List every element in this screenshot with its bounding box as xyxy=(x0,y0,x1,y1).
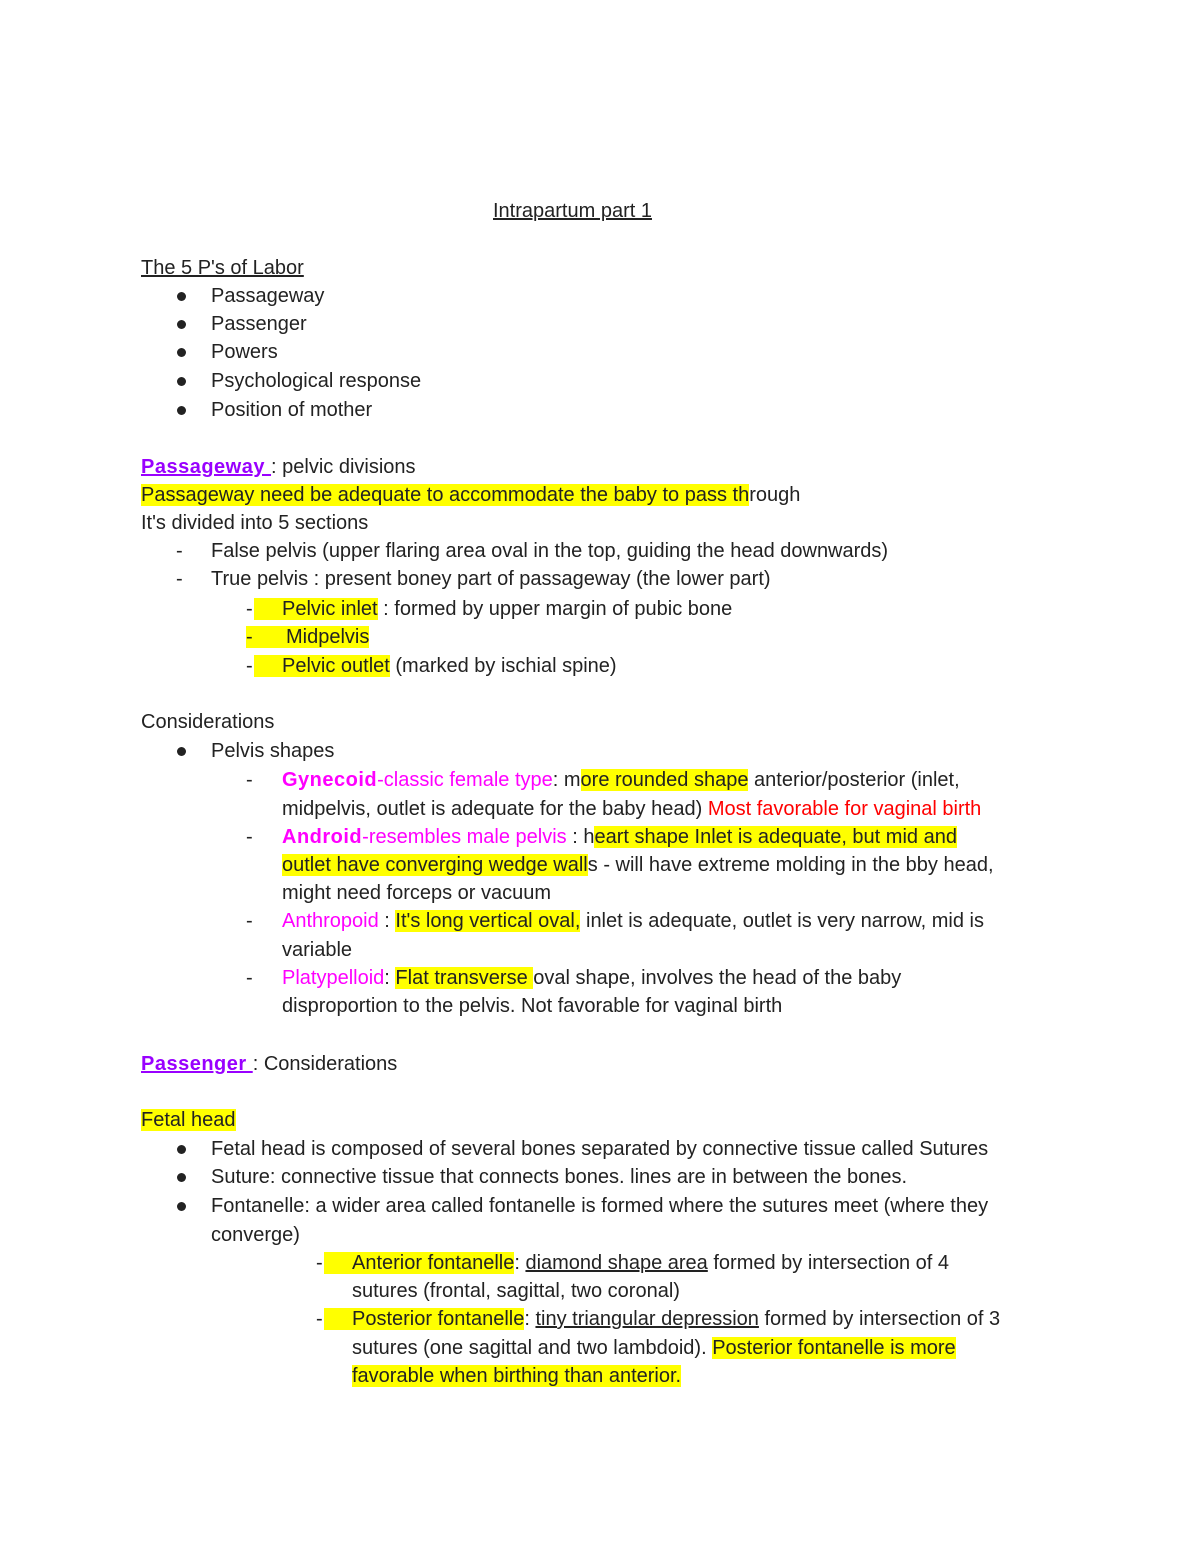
text: formed by intersection of 3 xyxy=(758,1308,1001,1330)
text: midpelvis, outlet is adequate for the baby head) xyxy=(282,798,708,820)
android-type: -resembles male pelvis xyxy=(362,826,567,848)
text: : xyxy=(514,1252,526,1274)
list-item: Psychological response xyxy=(211,370,422,392)
text: anterior/posterior (inlet, xyxy=(748,769,960,791)
passenger-label-rest: : Considerations xyxy=(252,1053,398,1075)
bullet-icon xyxy=(177,377,186,386)
text: : xyxy=(378,910,396,932)
passageway-divided: It's divided into 5 sections xyxy=(141,512,369,534)
text: inlet is adequate, outlet is very narrow, mid is xyxy=(580,910,984,932)
underlined-text: diamond shape area xyxy=(525,1252,708,1274)
list-item: Fontanelle: a wider area called fontanelle is formed where the sutures meet (where they xyxy=(211,1195,989,1217)
android-name: Android xyxy=(282,826,363,848)
text: rough xyxy=(749,484,801,506)
platypelloid-name: Platypelloid xyxy=(282,967,385,989)
highlight-text: Posterior fontanelle xyxy=(324,1308,524,1330)
text: : xyxy=(384,967,396,989)
posterior-fontanelle-line2 xyxy=(352,1336,956,1360)
android-line1 xyxy=(282,825,957,849)
dash-marker: - xyxy=(246,769,253,791)
bullet-icon xyxy=(177,348,186,357)
pelvic-outlet xyxy=(254,654,617,678)
true-pelvis: True pelvis : present boney part of passageway (the lower part) xyxy=(211,568,771,590)
dash-marker: - xyxy=(246,967,253,989)
list-item: Passenger xyxy=(211,313,307,335)
highlight-text: Fetal head xyxy=(141,1109,236,1131)
dash-marker: - xyxy=(316,1252,323,1274)
platypelloid-line1 xyxy=(282,966,901,990)
dash-marker: - xyxy=(176,540,183,562)
text: : xyxy=(524,1308,536,1330)
passenger-heading xyxy=(141,1052,397,1076)
midpelvis xyxy=(246,625,369,649)
gynecoid-type: -classic female type xyxy=(377,769,553,791)
anthropoid-line2: variable xyxy=(282,939,353,961)
bullet-icon xyxy=(177,292,186,301)
bullet-icon xyxy=(177,747,186,756)
text: : formed by upper margin of pubic bone xyxy=(377,598,733,620)
false-pelvis: False pelvis (upper flaring area oval in the top, guiding the head downwards) xyxy=(211,540,889,562)
list-item: Fetal head is composed of several bones separated by connective tissue called Sutures xyxy=(211,1138,989,1160)
bullet-icon xyxy=(177,1202,186,1211)
dash-marker: - xyxy=(246,910,253,932)
list-item-continued: converge) xyxy=(211,1224,300,1246)
posterior-fontanelle-line3 xyxy=(352,1364,681,1388)
list-item: Powers xyxy=(211,341,278,363)
text: formed by intersection of 4 xyxy=(707,1252,950,1274)
dash-marker: - xyxy=(246,826,253,848)
fetal-head-heading xyxy=(141,1108,236,1132)
highlight-text: Pelvic outlet xyxy=(254,655,390,677)
passageway-adequate-line xyxy=(141,483,800,507)
text: sutures (one sagittal and two lambdoid). xyxy=(352,1337,713,1359)
list-item: Suture: connective tissue that connects bones. lines are in between the bones. xyxy=(211,1166,907,1188)
bullet-icon xyxy=(177,406,186,415)
posterior-fontanelle-line1 xyxy=(324,1307,1000,1331)
bullet-icon xyxy=(177,320,186,329)
android-line3: might need forceps or vacuum xyxy=(282,882,552,904)
text: s - will have extreme molding in the bby head, xyxy=(587,854,994,876)
page-title: Intrapartum part 1 xyxy=(493,200,652,222)
platypelloid-line2: disproportion to the pelvis. Not favorable for vaginal birth xyxy=(282,995,783,1017)
underlined-text: tiny triangular depression xyxy=(535,1308,759,1330)
highlight-text: Posterior fontanelle is more xyxy=(712,1337,956,1359)
passageway-label: Passageway xyxy=(141,456,272,478)
five-ps-heading: The 5 P's of Labor xyxy=(141,257,304,279)
red-text: Most favorable for vaginal birth xyxy=(707,798,982,820)
considerations-heading: Considerations xyxy=(141,711,275,733)
dash-marker: - xyxy=(246,598,253,620)
highlight-text: Anterior fontanelle xyxy=(324,1252,514,1274)
text: : h xyxy=(566,826,595,848)
passageway-label-rest: : pelvic divisions xyxy=(271,456,416,478)
anthropoid-name: Anthropoid xyxy=(282,910,379,932)
highlight-text: Pelvic inlet xyxy=(254,598,378,620)
gynecoid-line1 xyxy=(282,768,960,792)
android-line2 xyxy=(282,853,994,877)
list-item: Passageway xyxy=(211,285,325,307)
highlight-text: ore rounded shape xyxy=(580,769,749,791)
dash-marker: - xyxy=(316,1308,323,1330)
midpelvis-label: Midpelvis xyxy=(286,626,370,648)
anthropoid-line1 xyxy=(282,909,984,933)
passenger-label: Passenger xyxy=(141,1053,253,1075)
pelvic-inlet xyxy=(254,597,732,621)
pelvis-shapes: Pelvis shapes xyxy=(211,740,335,762)
bullet-icon xyxy=(177,1173,186,1182)
passageway-heading xyxy=(141,455,416,479)
highlight-text: Passageway need be adequate to accommodate the baby to pass th xyxy=(141,484,750,506)
dash-marker: - xyxy=(176,568,183,590)
list-item: Position of mother xyxy=(211,399,373,421)
gynecoid-name: Gynecoid xyxy=(282,769,378,791)
bullet-icon xyxy=(177,1145,186,1154)
gynecoid-line2 xyxy=(282,797,981,821)
text: : m xyxy=(552,769,581,791)
text: oval shape, involves the head of the baby xyxy=(533,967,902,989)
highlight-text: It's long vertical oval, xyxy=(395,910,581,932)
highlight-text: outlet have converging wedge wall xyxy=(282,854,588,876)
dash-marker: - xyxy=(246,655,253,677)
highlight-text: favorable when birthing than anterior. xyxy=(352,1365,682,1387)
text: (marked by ischial spine) xyxy=(389,655,617,677)
highlight-text: eart shape Inlet is adequate, but mid and xyxy=(594,826,957,848)
highlight-text: - Midpelvis xyxy=(246,626,370,648)
anterior-fontanelle-line2: sutures (frontal, sagittal, two coronal) xyxy=(352,1280,680,1302)
anterior-fontanelle-line1 xyxy=(324,1251,949,1275)
highlight-text: Flat transverse xyxy=(395,967,534,989)
